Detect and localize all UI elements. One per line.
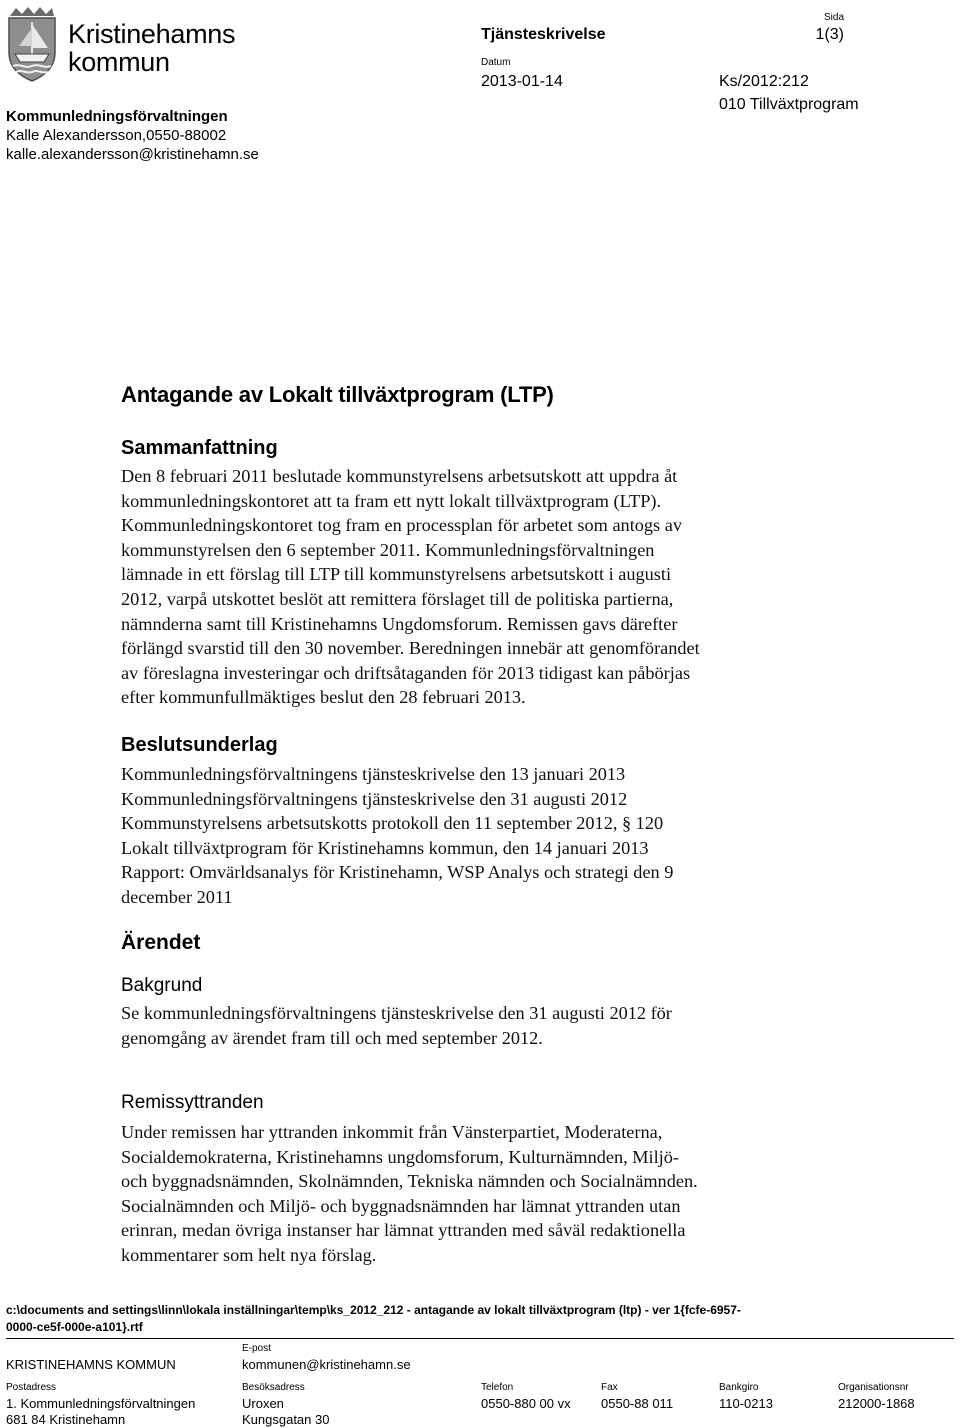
text-line: Under remissen har yttranden inkommit från Vänsterpartiet, Moderaterna, xyxy=(121,1122,663,1142)
file-path xyxy=(6,1302,806,1336)
footer-label-telefon: Telefon xyxy=(481,1382,514,1393)
date-value: 2013-01-14 xyxy=(481,73,563,90)
text-line: 2012, varpå utskottet beslöt att remittera förslaget till de politiska partierna, xyxy=(121,588,674,609)
text-line: av föreslagna investeringar och driftsåtaganden för 2013 tidigast kan påbörjas xyxy=(121,662,691,683)
text-line: kommunstyrelsen den 6 september 2011. Kommunledningsförvaltningen xyxy=(121,539,655,560)
page-label: Sida xyxy=(823,12,844,23)
date-label: Datum xyxy=(481,57,511,68)
footer-besoksadress-line1: Uroxen xyxy=(242,1396,284,1411)
text-line: och byggnadsnämnden, Skolnämnden, Tekniska nämnden och Socialnämnden. xyxy=(121,1171,698,1192)
list-item: Kommunledningsförvaltningens tjänsteskrivelse den 13 januari 2013 xyxy=(121,764,626,784)
municipality-name-line1: Kristinehamns xyxy=(68,19,236,49)
municipality-name-line2: kommun xyxy=(68,47,170,77)
footer-divider xyxy=(6,1338,954,1339)
list-item: december 2011 xyxy=(121,886,233,907)
text-line: efter kommunfullmäktiges beslut den 28 februari 2013. xyxy=(121,687,526,708)
footer-label-besoksadress: Besöksadress xyxy=(242,1382,305,1393)
file-path-line1: c:\documents and settings\linn\lokala inställningar\temp\ks_2012_212 - antagande av lokalt tillväxtprogram (ltp) - ver 1{fcfe-6957- xyxy=(6,1303,741,1317)
contact-name-phone: Kalle Alexandersson,0550-88002 xyxy=(6,127,227,144)
list-item: Lokalt tillväxtprogram för Kristinehamns kommun, den 14 januari 2013 xyxy=(121,837,649,858)
list-item: Rapport: Omvärldsanalys för Kristinehamn, WSP Analys och strategi den 9 xyxy=(121,862,674,883)
footer-postadress-line1: 1. Kommunledningsförvaltningen xyxy=(6,1396,196,1411)
text-line: Den 8 februari 2011 beslutade kommunstyrelsens arbetsutskott att uppdra åt xyxy=(121,466,678,486)
subsection-heading-remissyttranden: Remissyttranden xyxy=(121,1092,264,1113)
consultation-responses-paragraph xyxy=(121,1120,793,1268)
footer-org-name: KRISTINEHAMNS KOMMUN xyxy=(6,1357,176,1372)
footer-email[interactable]: kommunen@kristinehamn.se xyxy=(242,1357,411,1372)
subsection-heading-bakgrund: Bakgrund xyxy=(121,975,203,996)
background-paragraph xyxy=(121,1001,793,1050)
case-reference: Ks/2012:212 xyxy=(719,73,809,90)
section-heading-sammanfattning: Sammanfattning xyxy=(121,437,278,459)
footer-label-organisationsnr: Organisationsnr xyxy=(838,1382,909,1393)
footer-besoksadress-line2: Kungsgatan 30 xyxy=(242,1412,330,1427)
file-path-line2: 0000-ce5f-000e-a101}.rtf xyxy=(6,1320,143,1334)
footer-fax: 0550-88 011 xyxy=(601,1396,674,1411)
text-line: Kommunledningskontoret tog fram en processplan för arbetet som antogs av xyxy=(121,515,682,536)
section-heading-arendet: Ärendet xyxy=(121,931,201,954)
document-type: Tjänsteskrivelse xyxy=(481,26,606,43)
footer-label-bankgiro: Bankgiro xyxy=(719,1382,759,1393)
text-line: lämnade in ett förslag till LTP till kommunstyrelsens arbetsutskott i augusti xyxy=(121,564,672,585)
list-item: Kommunstyrelsens arbetsutskotts protokoll den 11 september 2012, § 120 xyxy=(121,813,664,834)
section-heading-beslutsunderlag: Beslutsunderlag xyxy=(121,734,278,756)
text-line: Se kommunledningsförvaltningens tjänsteskrivelse den 31 augusti 2012 för xyxy=(121,1003,672,1023)
footer-bankgiro: 110-0213 xyxy=(719,1396,773,1411)
department-name: Kommunledningsförvaltningen xyxy=(6,108,228,125)
document-title: Antagande av Lokalt tillväxtprogram (LTP) xyxy=(121,382,554,407)
program-code: 010 Tillväxtprogram xyxy=(719,96,859,113)
text-line: erinran, medan övriga instanser har lämnat yttranden med såväl redaktionella xyxy=(121,1220,686,1241)
contact-email: kalle.alexandersson@kristinehamn.se xyxy=(6,146,259,163)
municipality-name xyxy=(68,20,235,76)
footer-telefon: 0550-880 00 vx xyxy=(481,1396,571,1411)
footer-label-fax: Fax xyxy=(601,1382,618,1393)
text-line: Socialnämnden och Miljö- och byggnadsnämnden har lämnat yttranden utan xyxy=(121,1195,681,1216)
text-line: förlängd svarstid till den 30 november. Beredningen innebär att genomförandet xyxy=(121,638,700,659)
footer-label-postadress: Postadress xyxy=(6,1382,57,1393)
text-line: Socialdemokraterna, Kristinehamns ungdomsforum, Kulturnämnden, Miljö- xyxy=(121,1146,679,1167)
text-line: genomgång av ärendet fram till och med september 2012. xyxy=(121,1027,543,1048)
summary-paragraph xyxy=(121,464,793,710)
text-line: kommentarer som helt nya förslag. xyxy=(121,1244,377,1265)
decision-basis-list xyxy=(121,762,793,910)
footer-postadress-line2: 681 84 Kristinehamn xyxy=(6,1412,126,1427)
list-item: Kommunledningsförvaltningens tjänsteskrivelse den 31 augusti 2012 xyxy=(121,788,628,809)
coat-of-arms-ship-icon xyxy=(6,6,58,82)
footer-email-label: E-post xyxy=(242,1343,271,1354)
text-line: nämnderna samt till Kristinehamns Ungdomsforum. Remissen gavs därefter xyxy=(121,613,678,634)
footer-organisationsnr: 212000-1868 xyxy=(838,1396,915,1411)
text-line: kommunledningskontoret att ta fram ett nytt lokalt tillväxtprogram (LTP). xyxy=(121,490,662,511)
page-number: 1(3) xyxy=(815,26,844,43)
